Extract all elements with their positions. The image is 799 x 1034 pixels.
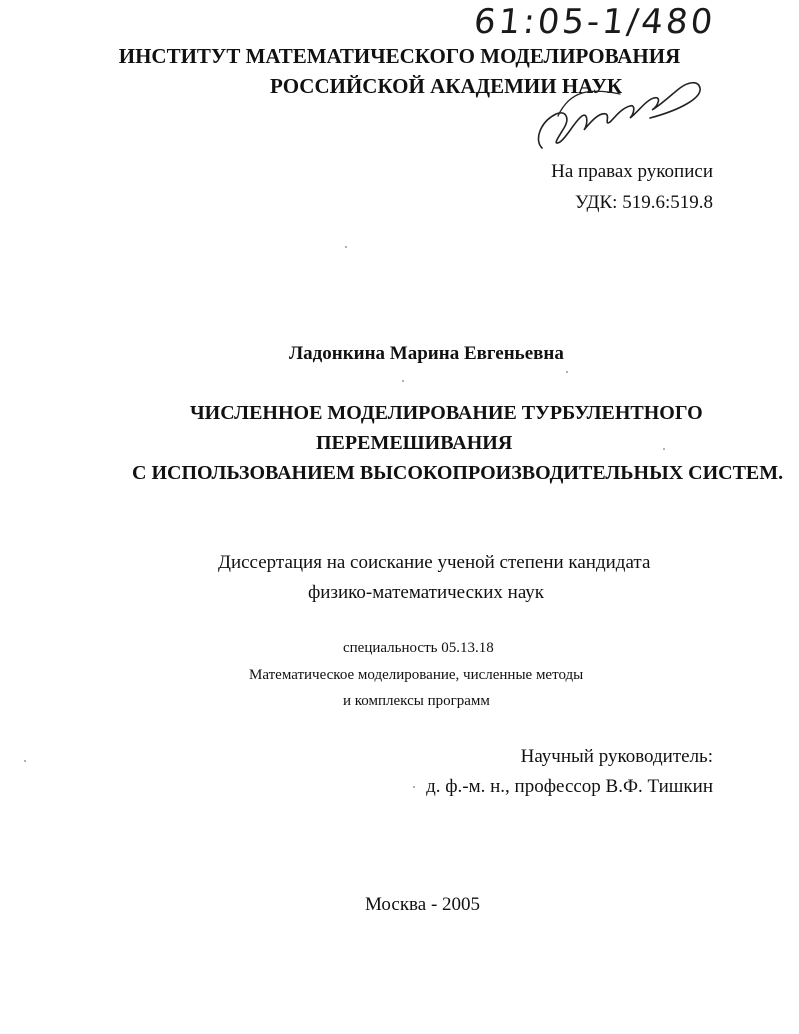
scan-speck	[345, 246, 347, 248]
specialty-line-2: Математическое моделирование, численные методы	[249, 667, 584, 683]
supervisor-label: Научный руководитель:	[520, 746, 713, 767]
dissertation-line-1: Диссертация на соискание ученой степени кандидата	[218, 552, 651, 573]
supervisor-name: д. ф.-м. н., профессор В.Ф. Тишкин	[426, 776, 713, 797]
title-line-1: ЧИСЛЕННОЕ МОДЕЛИРОВАНИЕ ТУРБУЛЕНТНОГО	[190, 402, 703, 424]
specialty-line-3: и комплексы программ	[343, 693, 490, 709]
institute-line-2: РОССИЙСКОЙ АКАДЕМИИ НАУК	[270, 74, 623, 98]
scan-speck	[566, 371, 568, 373]
archive-code: 61:05-1/480	[471, 2, 718, 42]
place-year: Москва - 2005	[365, 894, 481, 915]
title-line-3: С ИСПОЛЬЗОВАНИЕМ ВЫСОКОПРОИЗВОДИТЕЛЬНЫХ СИСТЕМ.	[132, 462, 784, 484]
udk-code: УДК: 519.6:519.8	[575, 192, 713, 213]
author-name: Ладонкина Марина Евгеньевна	[289, 343, 564, 364]
scan-speck	[402, 380, 404, 382]
signature	[530, 70, 710, 160]
scan-speck	[24, 760, 26, 762]
scan-speck	[413, 786, 415, 788]
rights-note: На правах рукописи	[551, 161, 713, 182]
title-line-2: ПЕРЕМЕШИВАНИЯ	[316, 432, 513, 454]
dissertation-line-2: физико-математических наук	[308, 582, 545, 603]
institute-line-1: ИНСТИТУТ МАТЕМАТИЧЕСКОГО МОДЕЛИРОВАНИЯ	[118, 44, 681, 68]
specialty-code: специальность 05.13.18	[343, 640, 494, 656]
scan-speck	[663, 448, 665, 450]
